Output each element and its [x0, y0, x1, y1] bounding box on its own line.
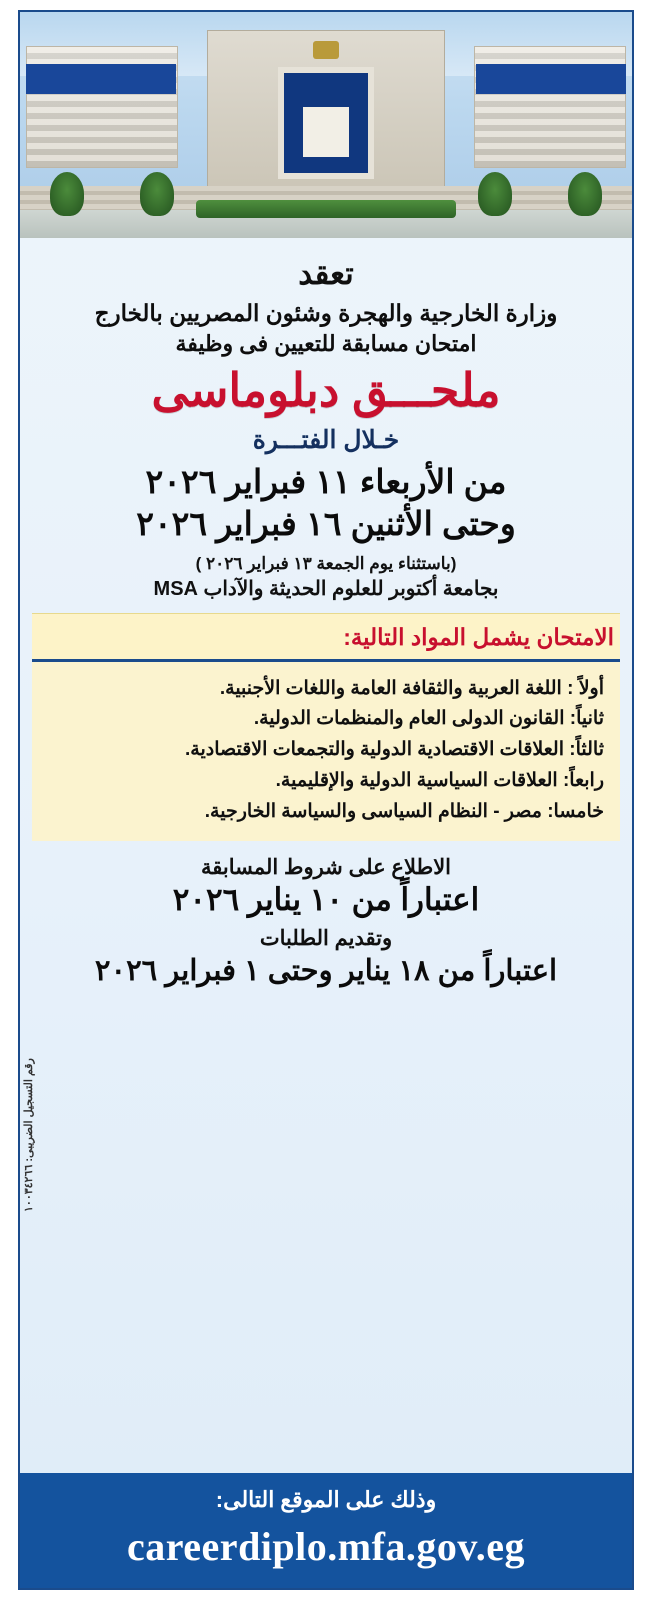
hedge: [196, 200, 456, 218]
applications-label: وتقديم الطلبات: [259, 927, 393, 951]
job-title: ملحـــق دبلوماسى: [151, 364, 501, 417]
period-label: خـلال الفتـــرة: [252, 426, 400, 455]
website-url[interactable]: careerdiplo.mfa.gov.eg: [127, 1524, 525, 1569]
website-footer: [20, 1473, 632, 1588]
entrance-doorway: [278, 67, 374, 179]
tree-icon: [568, 172, 602, 216]
view-terms-date: اعتباراً من ١٠ يناير ٢٠٢٦: [172, 882, 480, 918]
convenes-heading: تعقد: [298, 256, 354, 291]
list-item: ثالثاً: العلاقات الاقتصادية الدولية والتجمعات الاقتصادية.: [185, 739, 604, 761]
list-item: أولاً : اللغة العربية والثقافة العامة واللغات الأجنبية.: [219, 677, 604, 699]
organization-name: وزارة الخارجية والهجرة وشئون المصريين بالخارج: [94, 300, 558, 326]
exam-purpose-line: امتحان مسابقة للتعيين فى وظيفة: [175, 331, 477, 357]
advertisement-body: [20, 238, 632, 601]
national-emblem-icon: [313, 41, 339, 59]
tax-registration-number: رقم التسجيل الضريبى: ١٠٠٣٤٢٦٦: [23, 1058, 35, 1212]
website-caption: وذلك على الموقع التالى:: [215, 1487, 437, 1512]
tree-icon: [478, 172, 512, 216]
tree-icon: [140, 172, 174, 216]
list-item: ثانياً: القانون الدولى العام والمنظمات الدولية.: [253, 708, 604, 730]
period-exception: (باستثناء يوم الجمعة ١٣ فبراير ٢٠٢٦ ): [195, 553, 457, 573]
period-end-date: وحتى الأثنين ١٦ فبراير ٢٠٢٦: [136, 505, 516, 543]
application-info: [20, 855, 632, 988]
period-start-date: من الأربعاء ١١ فبراير ٢٠٢٦: [145, 463, 507, 501]
subjects-banner: [32, 613, 620, 662]
list-item: رابعاً: العلاقات السياسية الدولية والإقليمية.: [275, 769, 604, 791]
exam-venue: بجامعة أكتوبر للعلوم الحديثة والآداب MSA: [153, 577, 499, 600]
applications-date: اعتباراً من ١٨ يناير وحتى ١ فبراير ٢٠٢٦: [94, 955, 558, 988]
subjects-list: [32, 662, 620, 842]
left-wing-blue-band: [26, 64, 176, 94]
subjects-title: الامتحان يشمل المواد التالية:: [343, 623, 614, 650]
right-wing-blue-band: [476, 64, 626, 94]
advertisement-frame: [18, 10, 634, 1590]
main-entrance-building: [207, 30, 445, 202]
ministry-building-photo: [20, 12, 632, 238]
view-terms-label: الاطلاع على شروط المسابقة: [200, 856, 452, 880]
list-item: خامسا: مصر - النظام السياسى والسياسة الخارجية.: [204, 800, 604, 822]
tree-icon: [50, 172, 84, 216]
